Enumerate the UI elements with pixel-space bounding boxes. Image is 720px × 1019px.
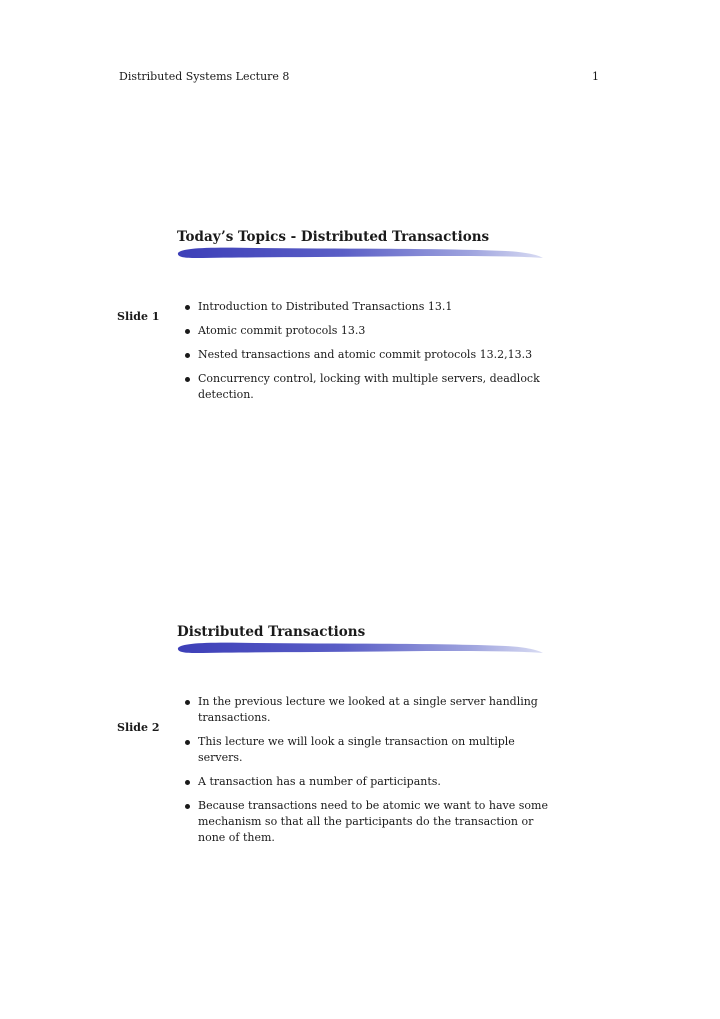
bullet-dot-icon <box>185 353 190 358</box>
list-item: Nested transactions and atomic commit protocols 13.2,13.3 <box>185 347 557 363</box>
bullet-dot-icon <box>185 377 190 382</box>
slide-1-title: Today’s Topics - Distributed Transactions <box>177 229 490 245</box>
slide-2-bullets <box>185 694 557 854</box>
page-number: 1 <box>592 70 599 83</box>
list-item: Concurrency control, locking with multiple servers, deadlock detection. <box>185 371 557 403</box>
list-item: Atomic commit protocols 13.3 <box>185 323 557 339</box>
page-header <box>119 70 599 86</box>
bullet-dot-icon <box>185 700 190 705</box>
bullet-dot-icon <box>185 329 190 334</box>
title-underline-brush <box>176 640 544 654</box>
list-item: In the previous lecture we looked at a single server handling transactions. <box>185 694 557 726</box>
list-item: This lecture we will look a single transaction on multiple servers. <box>185 734 557 766</box>
list-item: Because transactions need to be atomic we want to have some mechanism so that all the participants do the transaction or none of them. <box>185 798 557 846</box>
list-item: A transaction has a number of participants. <box>185 774 557 790</box>
title-underline-brush <box>176 245 544 259</box>
bullet-dot-icon <box>185 740 190 745</box>
slide-2-title: Distributed Transactions <box>177 624 366 640</box>
slide-2-label: Slide 2 <box>117 721 160 734</box>
slide-1-bullets <box>185 299 557 411</box>
bullet-dot-icon <box>185 804 190 809</box>
list-item: Introduction to Distributed Transactions 13.1 <box>185 299 557 315</box>
bullet-dot-icon <box>185 305 190 310</box>
slide-1-label: Slide 1 <box>117 310 160 323</box>
lecture-title: Distributed Systems Lecture 8 <box>119 70 290 83</box>
bullet-dot-icon <box>185 780 190 785</box>
